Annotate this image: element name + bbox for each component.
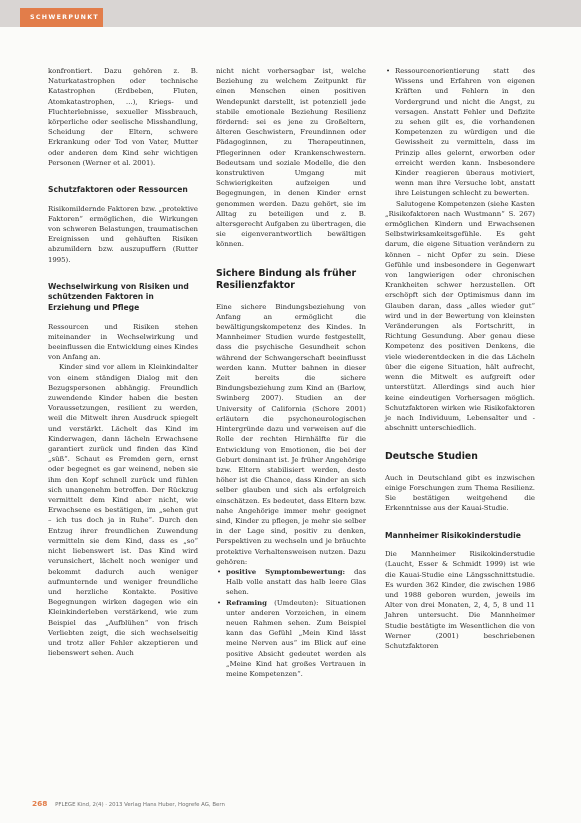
protective-behaviours-list-cont [385,66,535,199]
paragraph-salutogene: Salutogene Kompetenzen (siehe Kasten „Risikofaktoren nach Wustmann“ S. 267) ermöglichen Kindern und Erwachsenen Selbstwirksamkeitsgefühle. Es geht darum, die eigene Situation verändern zu können – nicht Opfer zu sein. Diese Gefühle und insbesondere in Gegenwart von langwierigen oder chronischen Krankheiten schwer herzustellen. Oft erschöpft sich der Optimismus dann im Glauben daran, dass „alles wieder gut“ wird und in der Bewertung von kleinsten Veränderungen als Fortschritt, in Richtung Gesundung. Aber genau diese Kompetenz des positiven Denkens, die viele wiederentdecken in die das Lächeln über die eigene Situation, hält aufrecht, wenn die Mitwelt es aufgreift oder unterstützt. Allerdings sind auch hier keine eindeutigen Vorhersagen möglich. Schutzfaktoren wirken wie Risikofaktoren je nach Individuum, Lebensalter und -abschnitt unterschiedlich. [385,199,535,433]
paragraph-wechselwirkung-1: Ressourcen und Risiken stehen miteinander in Wechselwirkung und beeinflussen die Entwicklung eines Kindes von Anfang an. [48,322,198,362]
paragraph-sichere-bindung: Eine sichere Bindungsbeziehung von Anfang an ermöglicht die bewältigungskompetenz des Kindes. In Mannheimer Studien wurde festgestellt, dass die psychische Gesundheit schon während der Schwangerschaft beeinflusst werden kann. Mutter bahnen in dieser Zeit bereits die sichere Bindungsbeziehung zum Kind an (Barlow, Swinberg 2007). Studien an der University of California (Schore 2001) erläutern die psychoneurologischen Hintergründe dazu und verweisen auf die Rolle der rechten Hirnhälfte für die Entwicklung von Emotionen, die bei der Geburt dominant ist. Je früher Angehörige bzw. Eltern stabilisiert werden, desto höher ist die Chance, dass Kinder an sich selber glauben und sich als erfolgreich einschätzen. Es bedeutet, dass Eltern bzw. nahe Angehörige immer mehr geeignet sind, Kinder zu pflegen, je mehr sie selber in der Lage sind, positiv zu denken, Perspektiven zu wechseln und je bräuchte protektive Verhaltensweisen nutzen. Dazu gehören: [216,302,366,566]
paragraph-continuation: nicht nicht vorhersagbar ist, welche Beziehung zu welchem Zeitpunkt für einen Menschen einen positiven Wendepunkt darstellt, ist potenziell jede stabile emotionale Beziehung Resilienz fördernd: sei es jene zu Großeltern, älteren Geschwistern, Freundinnen oder Pädagoginnen, zu Therapeutinnen, Pflegerinnen oder Krankenschwestern. Bedeutsam und soziale Modelle, die den konstruktiven Umgang mit Schwierigkeiten aufzeigen und Begegnungen, in denen Kinder ernst genommen werden. Dazu gehört, sie im Alltag zu beteiligen und z. B. altersgerecht Aufgaben zu übertragen, die sie eigenverantwortlich bewältigen können. [216,67,366,249]
heading-schutzfaktoren: Schutzfaktoren oder Ressourcen [48,185,188,195]
list-item-text: das Halb volle anstatt das halb leere Glas sehen. [226,567,366,597]
header-band [0,0,581,27]
list-item [216,567,366,598]
heading-sichere-bindung: Sichere Bindung als früher Resilienzfaktor [216,267,357,292]
column-2 [216,66,366,679]
list-item-term: Reframing [226,598,267,607]
list-item [216,598,366,680]
paragraph-deutsche-studien: Auch in Deutschland gibt es inzwischen einige Forschungen zum Thema Resilienz. Sie bestätigen weitgehend die Erkenntnisse aus der Kauai-Studie. [385,473,535,513]
page-number: 268 [32,799,48,808]
protective-behaviours-list [216,567,366,679]
column-1 [48,66,198,658]
heading-deutsche-studien: Deutsche Studien [385,451,478,463]
footer-citation: PFLEGE Kind, 2(4) · 2013 Verlag Hans Huber, Hogrefe AG, Bern [55,802,225,808]
heading-mannheimer-studie: Mannheimer Risikokinderstudie [385,530,521,540]
paragraph-wechselwirkung-2: Kinder sind vor allem in Kleinkindalter von einem ständigen Dialog mit den Bezugspersonen abhängig. Freundlich zuwendende Kinder haben die besten Voraussetzungen, resilient zu werden, weil die Mitwelt ihren Ausdruck spiegelt und verstärkt. Lächelt das Kind im Kinderwagen, dann lächeln Erwachsene garantiert zurück und finden das Kind „süß“. Schaut es Fremden gern, ernst oder begegnet es gar weinend, neben sie ihm den Kopf schnell zurück und fühlen sich unangenehm betroffen. Der Rückzug vermittelt dem Kind aber nicht, wie Erwachsene es bestätigen, im „sehen gut – ich tus doch ja in Ruhe“. Durch den Entzug ihrer freundlichen Zuwendung vermitteln sie dem Kind, dass es „so“ nicht liebenswert ist. Das Kind wird verunsichert, lächelt noch weniger und bekommt dadurch auch weniger aufmunternde und weniger freundliche und herzliche Kontakte. Positive Begegnungen wirken dagegen wie ein Kleinkinderleben verstärkend, wie zum Beispiel das „Aufblühen“ von frisch Verliebten zeigt, die sich wechselseitig und trotz aller Fehler akzeptieren und liebenswert sehen. Auch [48,363,198,658]
paragraph-schutzfaktoren: Risikomildernde Faktoren bzw. „protektive Faktoren“ ermöglichen, die Wirkungen von schweren Belastungen, traumatischen Ereignissen und gehäuften Risiken abzumildern bzw. auszupuffern (Rutter 1995). [48,204,198,264]
column-3 [385,66,535,651]
page-footer [32,799,552,808]
paragraph-intro: konfrontiert. Dazu gehören z. B. Naturkatastrophen oder technische Katastrophen (Erdbeben, Fluten, Atomkatastrophen, …), Kriegs- und Fluchterlebnisse, sexueller Missbrauch, körperliche oder seelische Misshandlung, Scheidung der Eltern, schwere Erkrankung oder Tod von Vater, Mutter oder anderen dem Kind sehr wichtigen Personen (Werner et al. 2001). [48,67,198,167]
list-item-text: (Umdeuten): Situationen unter anderen Vorzeichen, in einem neuen Rahmen sehen. Zum Beispiel kann das Gefühl „Mein Kind lässt meine Nerven aus“ im Blick auf eine positive Absicht gedeutet werden als „Meine Kind hat großes Vertrauen in meine Kompetenzen“. [226,598,366,678]
heading-wechselwirkung: Wechselwirkung von Risiken und schützenden Faktoren in Erziehung und Pflege [48,281,189,313]
paragraph-mannheimer-studie: Die Mannheimer Risikokinderstudie (Laucht, Esser & Schmidt 1999) ist wie die Kauai-Studie eine Längsschnittstudie. Es wurden 362 Kinder, die zwischen 1986 und 1988 geboren wurden, jeweils im Alter von drei Monaten, 2, 4, 5, 8 und 11 Jahren untersucht. Die Mannheimer Studie bestätigte im Wesentlichen die von Werner (2001) beschriebenen Schutzfaktoren [385,550,535,651]
section-label: SCHWERPUNKT [20,8,103,27]
list-item-term: positive Symptombewertung: [226,567,346,576]
list-item [385,66,535,199]
list-item-text: • Ressourcenorientierung statt des Wissens und Erfahren von eigenen Kräften und Fehlern in den Vordergrund und nicht die Angst, zu versagen. Anstatt Fehler und Defizite zu sehen gilt es, die vorhandenen Kompetenzen zu würdigen und die Gewissheit zu vermitteln, dass im Prinzip alles gelernt, erworben oder erreicht werden kann. Insbesondere Kinder reagieren überaus motiviert, wenn man ihre Versuche lobt, anstatt ihre Leistungen schlecht zu bewerten. [395,67,535,198]
